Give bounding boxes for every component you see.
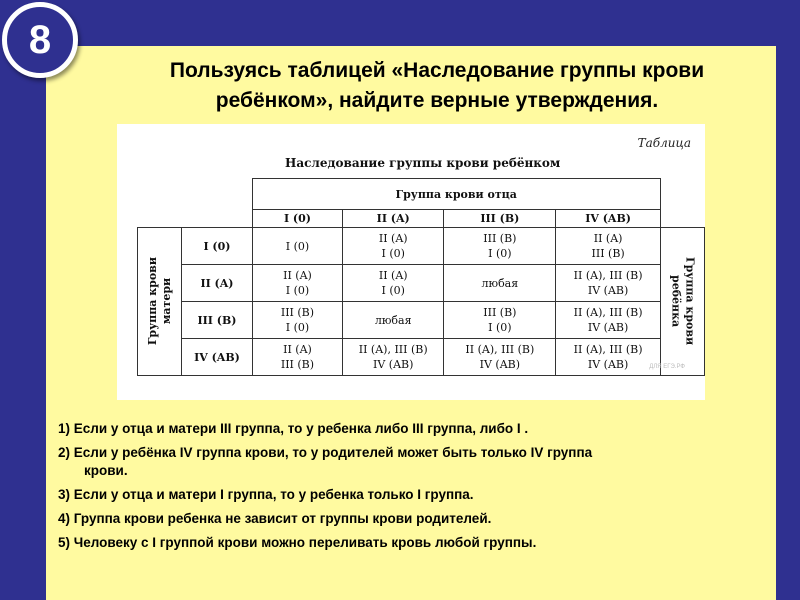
table-cell: II (A), III (B) IV (AB): [556, 302, 660, 339]
slide-number-badge: 8: [2, 2, 78, 78]
statement-2-line-1: 2) Если у ребёнка IV группа крови, то у родителей может быть только IV группа: [58, 445, 593, 460]
slide-title: [92, 56, 782, 116]
row-header-3: III (B): [182, 302, 253, 339]
statement-2: [58, 444, 768, 480]
row-header-2: II (A): [182, 265, 253, 302]
empty-corner-right-2: [660, 210, 704, 228]
statements-list: [58, 420, 768, 558]
row-header-1: I (0): [182, 228, 253, 265]
watermark: ДЛЯ ЕГЭ.РФ: [649, 364, 685, 370]
table-cell: II (A), III (B) IV (AB): [444, 339, 556, 376]
child-label: Группа крови ребёнка: [660, 228, 704, 376]
figure-tag: Таблица: [637, 136, 691, 150]
table-cell: III (B) I (0): [252, 302, 342, 339]
mother-label: Группа крови матери: [138, 228, 182, 376]
empty-corner-2: [138, 210, 253, 228]
table-cell: любая: [444, 265, 556, 302]
col-header-2: II (A): [343, 210, 444, 228]
empty-corner: [138, 179, 253, 210]
title-line-2: ребёнком», найдите верные утверждения.: [215, 89, 659, 112]
table-cell: II (A) I (0): [343, 265, 444, 302]
statement-3: 3) Если у отца и матери I группа, то у ребенка только I группа.: [58, 487, 474, 502]
table-cell: II (A), III (B) IV (AB): [556, 339, 660, 376]
statement-5: 5) Человеку с I группой крови можно переливать кровь любой группы.: [58, 535, 537, 550]
statement-2-line-2: крови.: [84, 463, 128, 478]
table-cell: II (A) I (0): [343, 228, 444, 265]
table-cell: III (B) I (0): [444, 302, 556, 339]
table-cell: II (A) III (B): [556, 228, 660, 265]
row-header-4: IV (AB): [182, 339, 253, 376]
table-cell: I (0): [252, 228, 342, 265]
title-line-1: Пользуясь таблицей «Наследование группы крови: [169, 59, 705, 82]
inheritance-table-figure: [117, 124, 705, 400]
figure-title: Наследование группы крови ребёнком: [285, 156, 561, 170]
table-cell: любая: [343, 302, 444, 339]
father-header: Группа крови отца: [252, 179, 660, 210]
col-header-1: I (0): [252, 210, 342, 228]
statement-1: 1) Если у отца и матери III группа, то у ребенка либо III группа, либо I .: [58, 421, 529, 436]
empty-corner-right: [660, 179, 704, 210]
inheritance-table: [137, 178, 705, 376]
statement-4: 4) Группа крови ребенка не зависит от группы крови родителей.: [58, 511, 492, 526]
col-header-4: IV (AB): [556, 210, 660, 228]
table-cell: II (A), III (B) IV (AB): [343, 339, 444, 376]
col-header-3: III (B): [444, 210, 556, 228]
table-cell: II (A) I (0): [252, 265, 342, 302]
table-cell: II (A), III (B) IV (AB): [556, 265, 660, 302]
table-cell: II (A) III (B): [252, 339, 342, 376]
table-cell: III (B) I (0): [444, 228, 556, 265]
